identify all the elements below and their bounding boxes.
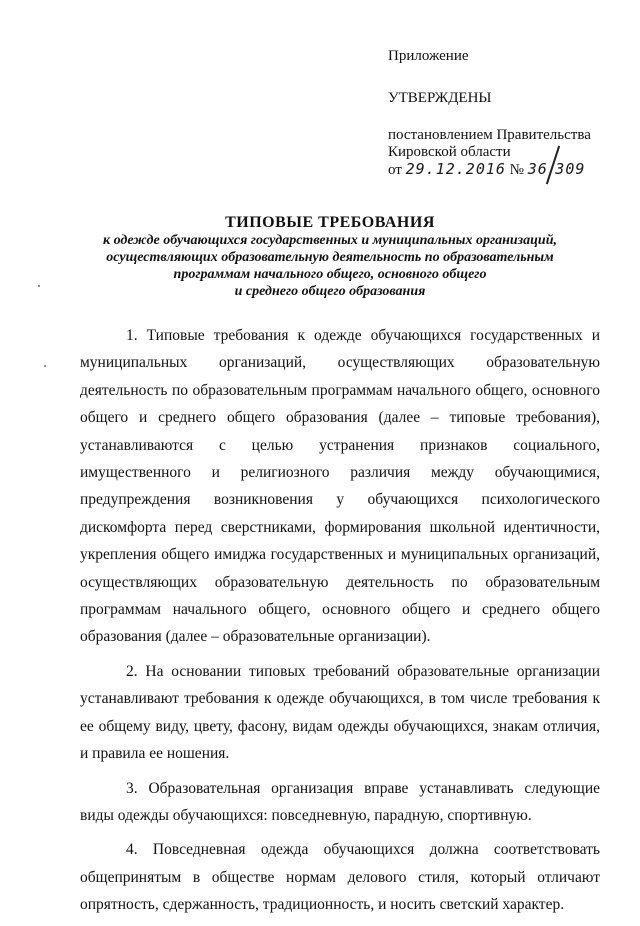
paragraph-4: 4. Повседневная одежда обучающихся должна соответствовать общепринятым в обществе нормам делового стиля, который отличают опрятность, сдержанность, традиционность, и носить светский характер. [80,841,600,914]
handwritten-number-a: 36 [527,160,548,178]
approval-stamp-block [388,48,628,179]
document-subtitle-line-3: программам начального общего, основного общего [173,267,487,282]
approved-label: УТВЕРЖДЕНЫ [388,90,492,106]
region-line: Кировской области [388,144,511,160]
paragraph-2: 2. На основании типовых требований образовательные организации устанавливают требования к одежде обучающихся, в том числе требования к ее общему виду, цвету, фасону, видам одежды обучающихся, знакам отличия, и правила ее ношения. [80,662,600,763]
document-subtitle-line-2: осуществляющих образовательную деятельность по образовательным [106,250,554,265]
resolution-line: постановлением Правительства [388,127,591,143]
date-number-line [388,161,628,179]
paragraph-3: 3. Образовательная организация вправе устанавливать следующие виды одежды обучающихся: повседневную, парадную, спортивную. [80,779,600,824]
date-prefix: от [388,162,402,178]
scan-speck [38,285,40,287]
document-subtitle-line-4: и среднего общего образования [234,284,426,299]
handwritten-number-b: 309 [555,160,586,178]
document-subtitle-line-1: к одежде обучающихся государственных и муниципальных организаций, [102,233,557,248]
handwritten-date: 29.12.2016 [405,160,506,178]
appendix-label: Приложение [388,48,469,64]
document-title: ТИПОВЫЕ ТРЕБОВАНИЯ [225,214,435,231]
document-body [80,322,600,926]
document-title-block [60,213,600,300]
number-prefix: № [509,162,524,178]
scan-speck [44,365,46,367]
paragraph-1: 1. Типовые требования к одежде обучающихся государственных и муниципальных организаций, осуществляющих образовательную деятельность по образовательным программам начального общего, основного общего и среднего общего образования (далее – типовые требования), устанавливаются с целью устранения признаков социального, имущественного и религиозного различия между обучающимися, предупреждения возникновения у обучающихся психологического дискомфорта перед сверстниками, формирования школьной идентичности, укрепления общего имиджа государственных и муниципальных организаций, осуществляющих образовательную деятельность по образовательным программам начального общего, основного общего и среднего общего образования (далее – образовательные организации). [80,327,600,646]
